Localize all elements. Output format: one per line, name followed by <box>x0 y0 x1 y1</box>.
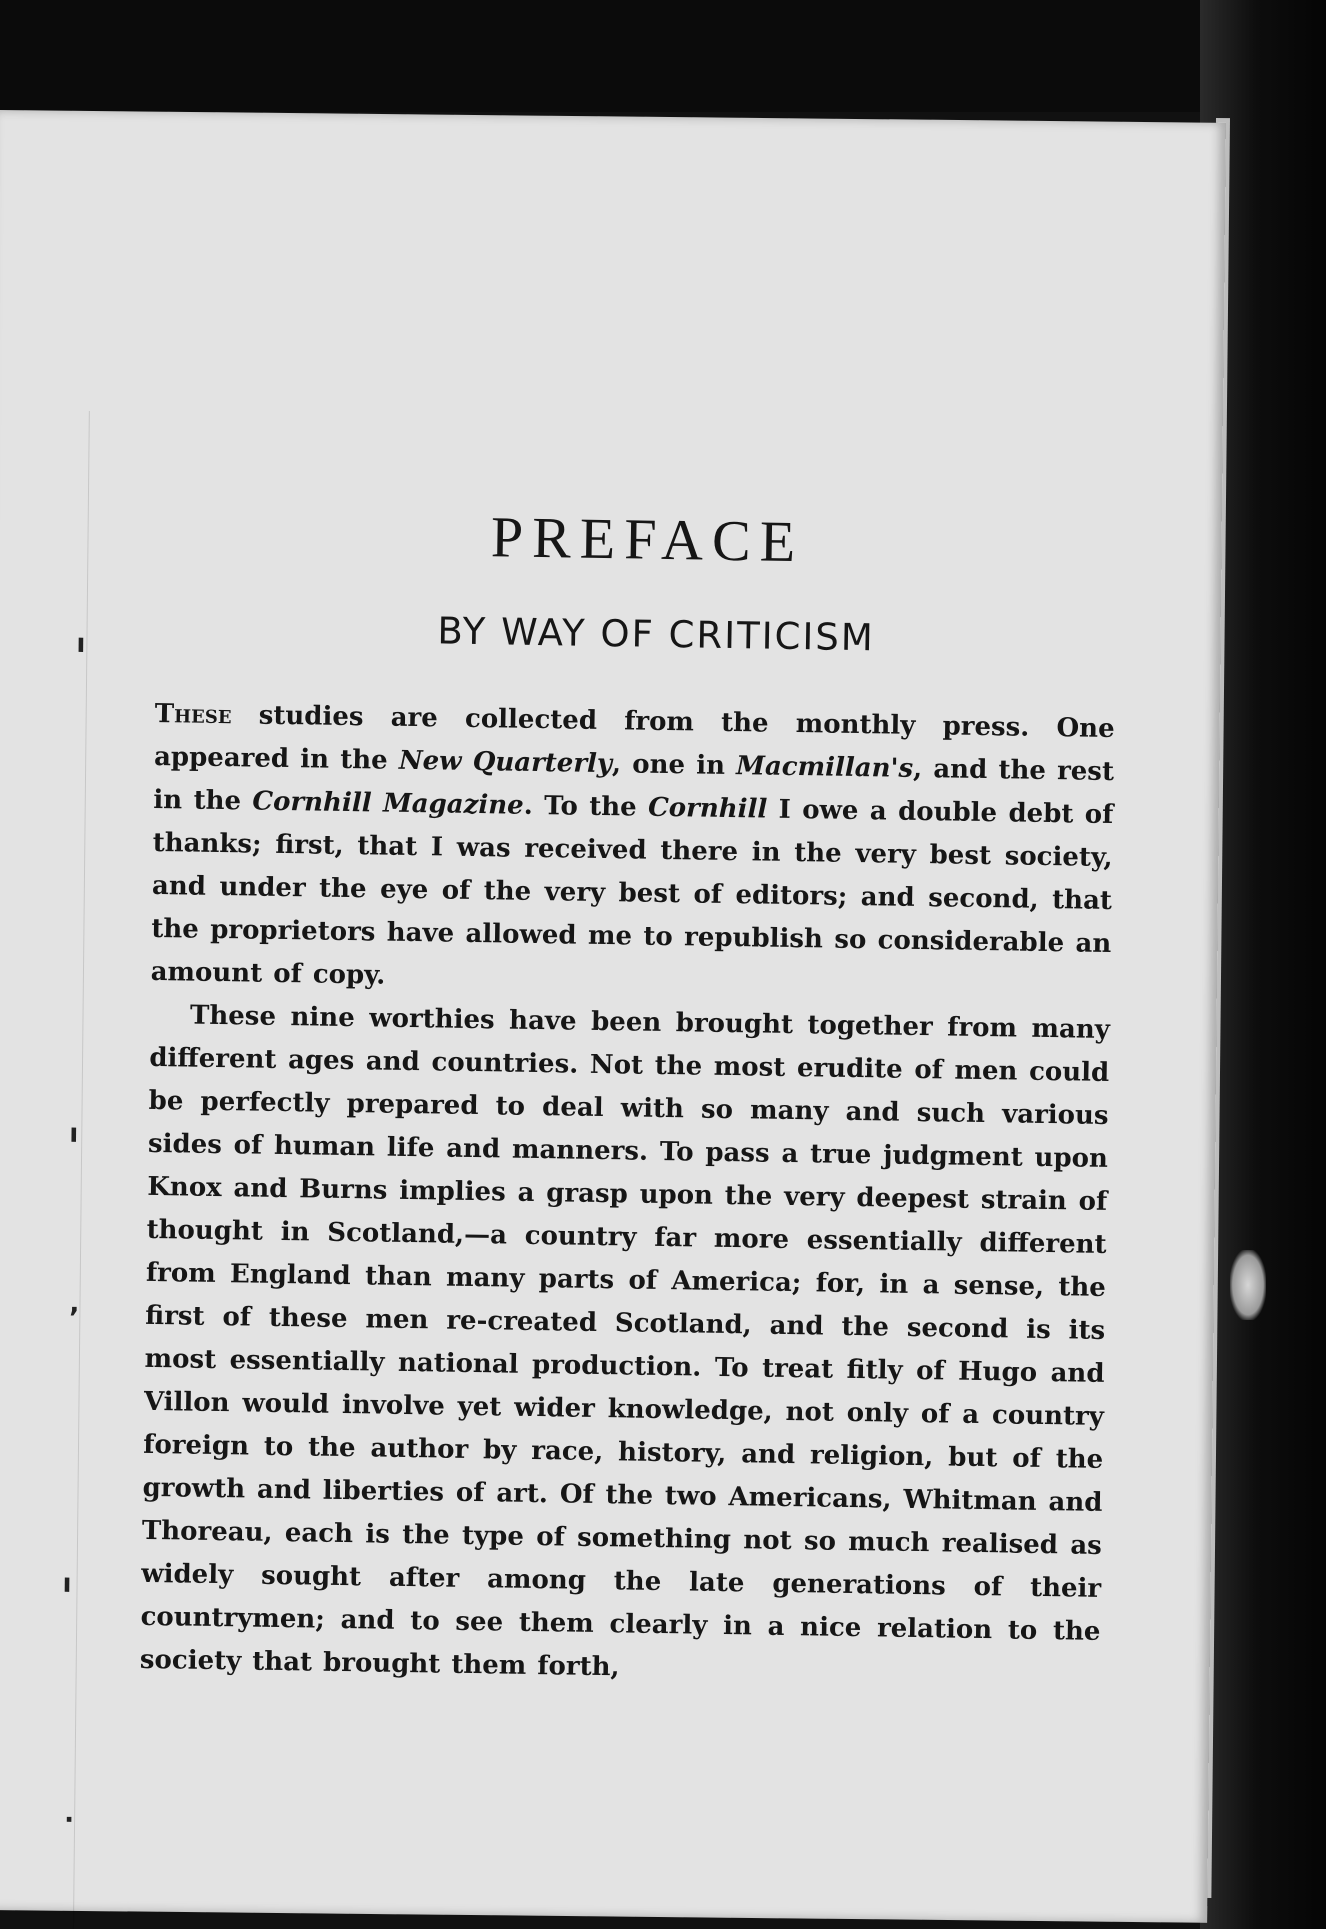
paragraph-1 <box>150 693 1115 1009</box>
text-run: studies are collected from the monthly press. One appeared in the <box>153 700 1115 776</box>
periodical-title: New Quarterly <box>398 745 613 780</box>
periodical-title: Macmillan's <box>735 751 914 784</box>
margin-mark: ı <box>76 628 86 659</box>
page-content <box>140 380 1120 1697</box>
lead-word: These <box>154 698 232 731</box>
page-title: PREFACE <box>490 504 805 575</box>
text-run: I owe a double debt of thanks; first, that I was received there in the very best society, and under the eye of the very best of editors; and second, that the proprietors have allowed me to republish so considerable an amount of copy. <box>150 794 1114 991</box>
paragraph-2: These nine worthies have been brought together from many different ages and countries. Not the most erudite of men could be perfectly prepared to deal with so many and such various sides of human life and manners. To pass a true judgment upon Knox and Burns implies a grasp upon the very deepest strain of thought in Scotland,—a country far more essentially different from England than many parts of America; for, in a sense, the first of these men re-created Scotland, and the second is its most essentially national production. To treat fitly of Hugo and Villon would involve yet wider knowledge, not only of a country foreign to the author by race, history, and religion, but of the growth and liberties of art. Of the two Americans, Whitman and Thoreau, each is the type of something not so much realised as widely sought after among the late generations of their countrymen; and to see them clearly in a nice relation to the society that brought them forth, <box>139 1000 1111 1683</box>
margin-mark: ı <box>69 1118 79 1149</box>
page-subtitle: BY WAY OF CRITICISM <box>437 609 876 660</box>
periodical-title: Cornhill Magazine <box>252 786 524 821</box>
text-run: , and the rest in the <box>153 753 1115 817</box>
periodical-title: Cornhill <box>647 792 768 825</box>
text-run: . To the <box>523 790 649 823</box>
paper-stain <box>1230 1250 1266 1320</box>
text-run: , one in <box>611 749 737 782</box>
scan-top-border <box>0 0 1326 112</box>
margin-mark: . <box>64 1798 75 1829</box>
margin-mark: , <box>69 1288 80 1319</box>
margin-mark: ı <box>62 1568 72 1599</box>
